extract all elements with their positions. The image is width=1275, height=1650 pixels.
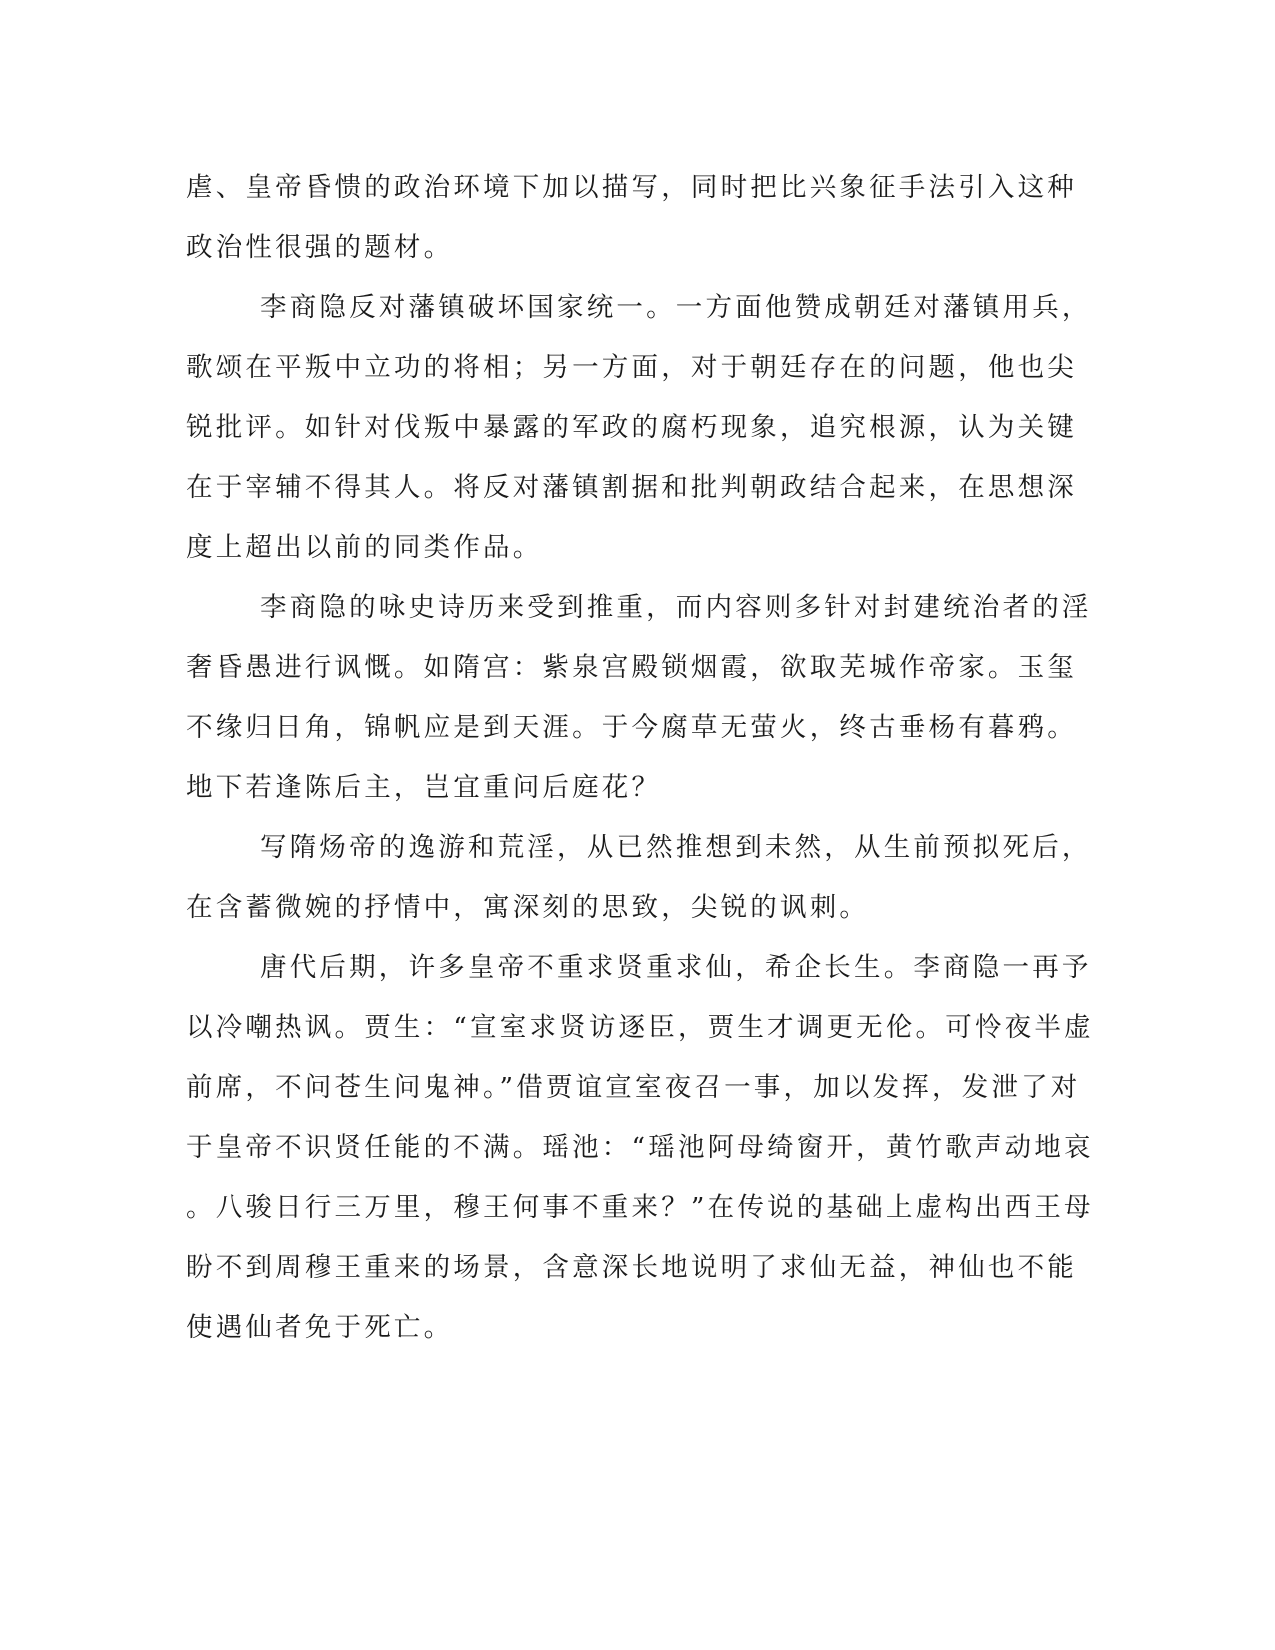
text-line: 虐、皇帝昏愦的政治环境下加以描写，同时把比兴象征手法引入这种 [186, 172, 1077, 203]
paragraph-start-line: 唐代后期，许多皇帝不重求贤重求仙，希企长生。李商隐一再予 [260, 952, 1092, 983]
paragraph-start-line: 李商隐反对藩镇破坏国家统一。一方面他赞成朝廷对藩镇用兵， [260, 292, 1092, 323]
paragraph-start-line: 写隋炀帝的逸游和荒淫，从已然推想到未然，从生前预拟死后， [260, 832, 1092, 863]
text-line: 度上超出以前的同类作品。 [186, 532, 543, 563]
document-body [186, 158, 1094, 1358]
text-line: 不缘归日角，锦帆应是到天涯。于今腐草无萤火，终古垂杨有暮鸦。 [186, 712, 1077, 743]
text-line: 使遇仙者免于死亡。 [186, 1312, 454, 1343]
text-line: 地下若逢陈后主，岂宜重问后庭花？ [186, 772, 662, 803]
text-line: 盼不到周穆王重来的场景，含意深长地说明了求仙无益，神仙也不能 [186, 1252, 1077, 1283]
paragraph-start-line: 李商隐的咏史诗历来受到推重，而内容则多针对封建统治者的淫 [260, 592, 1092, 623]
text-line: 以冷嘲热讽。贾生：“宣室求贤访逐臣，贾生才调更无伦。可怜夜半虚 [186, 1012, 1094, 1043]
text-line: 。八骏日行三万里，穆王何事不重来？”在传说的基础上虚构出西王母 [186, 1192, 1094, 1223]
text-line: 于皇帝不识贤任能的不满。瑶池：“瑶池阿母绮窗开，黄竹歌声动地哀 [186, 1132, 1094, 1163]
text-line: 在含蓄微婉的抒情中，寓深刻的思致，尖锐的讽刺。 [186, 892, 870, 923]
text-line: 锐批评。如针对伐叛中暴露的军政的腐朽现象，追究根源，认为关键 [186, 412, 1077, 443]
text-line: 歌颂在平叛中立功的将相；另一方面，对于朝廷存在的问题，他也尖 [186, 352, 1077, 383]
text-line: 前席，不问苍生问鬼神。”借贾谊宣室夜召一事，加以发挥，发泄了对 [186, 1072, 1081, 1103]
text-line: 奢昏愚进行讽慨。如隋宫：紫泉宫殿锁烟霞，欲取芜城作帝家。玉玺 [186, 652, 1077, 683]
text-line: 在于宰辅不得其人。将反对藩镇割据和批判朝政结合起来，在思想深 [186, 472, 1077, 503]
text-line: 政治性很强的题材。 [186, 232, 454, 263]
